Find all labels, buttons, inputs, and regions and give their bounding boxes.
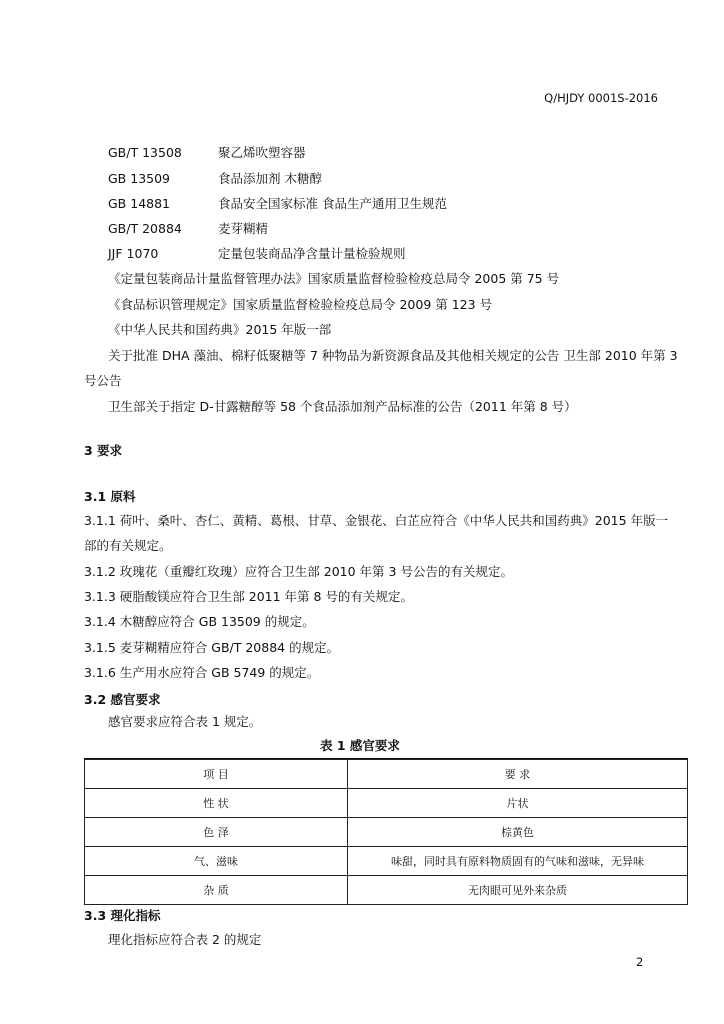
table-cell: 味甜，同时具有原料物质固有的气味和滋味，无异味 [348,847,688,876]
table-cell: 棕黄色 [348,818,688,847]
ref-line: 卫生部关于指定 D-甘露糖醇等 58 个食品添加剂产品标准的公告（2011 年第 8 号） [108,399,577,414]
table-cell: 性 状 [85,789,348,818]
ref-title: 定量包装商品净含量计量检验规则 [218,246,406,261]
section-heading: 3 要求 [84,443,123,458]
ref-code: GB 13509 [108,171,170,186]
clause: 3.1.2 玫瑰花（重瓣红玫瑰）应符合卫生部 2010 年第 3 号公告的有关规定。 [84,564,513,579]
ref-line: 《食品标识管理规定》国家质量监督检验检疫总局令 2009 第 123 号 [108,297,493,312]
ref-title: 食品添加剂 木糖醇 [218,171,322,186]
table-caption: 表 1 感官要求 [320,738,400,753]
table-row [85,876,688,905]
clause: 3.1.6 生产用水应符合 GB 5749 的规定。 [84,665,320,680]
table-header-row [85,760,688,789]
ref-title: 聚乙烯吹塑容器 [218,145,306,160]
subsection-heading: 3.1 原料 [84,489,136,504]
sensory-requirements-table [84,759,688,905]
table-row [85,847,688,876]
paragraph: 理化指标应符合表 2 的规定 [108,932,262,947]
table-cell: 片状 [348,789,688,818]
clause: 3.1.3 硬脂酸镁应符合卫生部 2011 年第 8 号的有关规定。 [84,589,413,604]
ref-code: GB/T 13508 [108,145,182,160]
table-cell: 杂 质 [85,876,348,905]
doc-code: Q/HJDY 0001S-2016 [544,91,658,105]
ref-code: GB 14881 [108,196,170,211]
table-cell: 色 泽 [85,818,348,847]
table-row [85,789,688,818]
clause: 3.1.1 荷叶、桑叶、杏仁、黄精、葛根、甘草、金银花、白芷应符合《中华人民共和国药典》2015 年版一 [84,513,669,528]
table-cell: 无肉眼可见外来杂质 [348,876,688,905]
ref-line: 关于批准 DHA 藻油、棉籽低聚糖等 7 种物品为新资源食品及其他相关规定的公告 卫生部 2010 年第 3 [108,348,678,363]
ref-code: JJF 1070 [108,246,159,261]
subsection-heading: 3.2 感官要求 [84,692,161,707]
ref-code: GB/T 20884 [108,221,182,236]
ref-title: 麦芽糊精 [218,221,269,236]
table-cell: 气、滋味 [85,847,348,876]
subsection-heading: 3.3 理化指标 [84,908,161,923]
clause: 3.1.4 木糖醇应符合 GB 13509 的规定。 [84,614,315,629]
table-header-cell: 项 目 [85,760,348,789]
table-header-cell: 要 求 [348,760,688,789]
paragraph: 感官要求应符合表 1 规定。 [108,714,262,729]
ref-title: 食品安全国家标准 食品生产通用卫生规范 [218,196,447,211]
clause: 部的有关规定。 [84,538,172,553]
page-number: 2 [636,955,644,969]
ref-line: 号公告 [84,373,122,388]
clause: 3.1.5 麦芽糊精应符合 GB/T 20884 的规定。 [84,640,340,655]
ref-line: 《中华人民共和国药典》2015 年版一部 [108,322,332,337]
table-row [85,818,688,847]
ref-line: 《定量包装商品计量监督管理办法》国家质量监督检验检疫总局令 2005 第 75 号 [108,271,560,286]
